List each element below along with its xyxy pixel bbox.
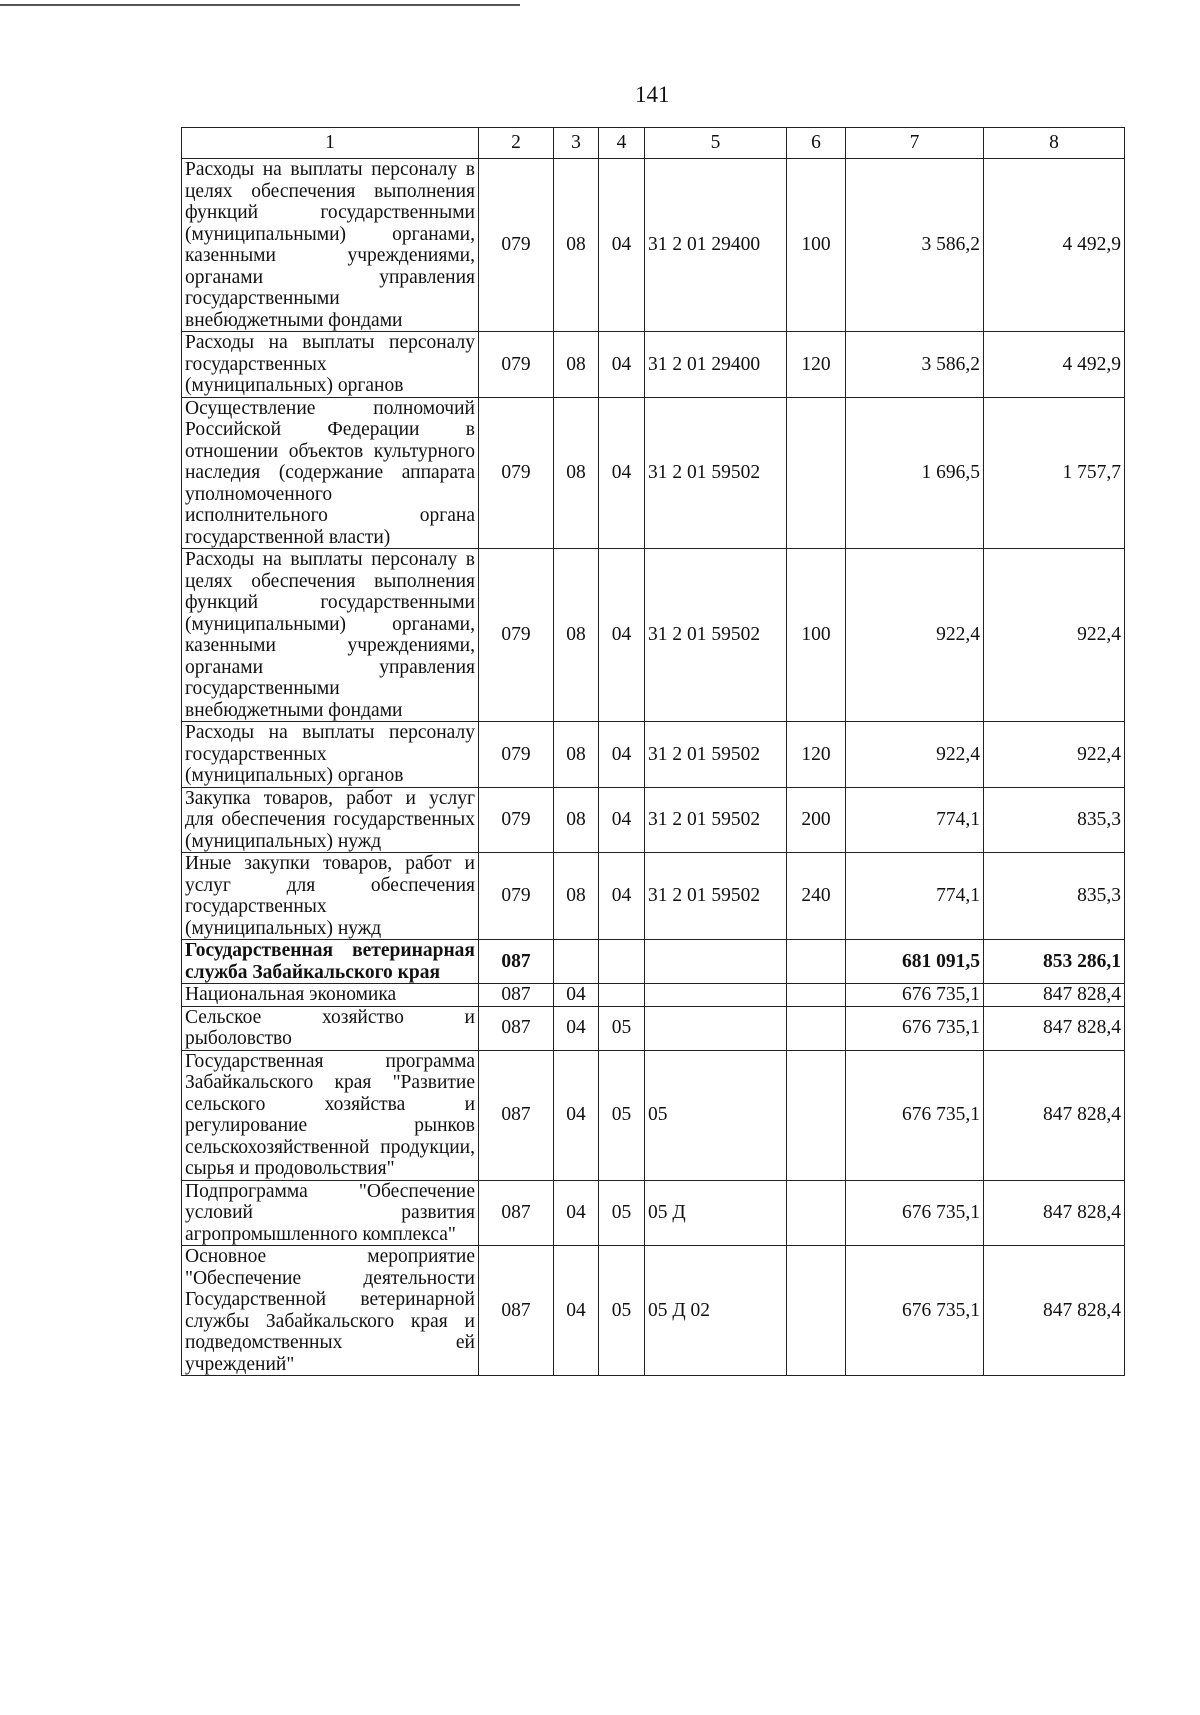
row-name-cell: Расходы на выплаты персоналу государственных (муниципальных) органов bbox=[182, 722, 479, 788]
amount-col7-cell: 922,4 bbox=[846, 549, 984, 722]
subsection-cell: 05 bbox=[599, 1180, 645, 1246]
admin-code-cell: 087 bbox=[479, 1246, 554, 1376]
admin-code-cell: 087 bbox=[479, 940, 554, 984]
row-name-cell: Основное мероприятие "Обеспечение деятельности Государственной ветеринарной службы Забайкальского края и подведомственных ей учреждений" bbox=[182, 1246, 479, 1376]
table-row bbox=[182, 1180, 1125, 1246]
target-article-cell: 05 bbox=[645, 1050, 787, 1180]
section-cell: 08 bbox=[554, 332, 599, 398]
target-article-cell bbox=[645, 984, 787, 1007]
row-name-cell: Национальная экономика bbox=[182, 984, 479, 1007]
table-row bbox=[182, 397, 1125, 549]
admin-code-cell: 079 bbox=[479, 397, 554, 549]
admin-code-cell: 079 bbox=[479, 332, 554, 398]
subsection-cell: 05 bbox=[599, 1006, 645, 1050]
table-row bbox=[182, 1006, 1125, 1050]
amount-col8-cell: 922,4 bbox=[984, 549, 1125, 722]
subsection-cell: 05 bbox=[599, 1050, 645, 1180]
header-cell-3: 3 bbox=[554, 128, 599, 159]
table-row bbox=[182, 1246, 1125, 1376]
amount-col8-cell: 847 828,4 bbox=[984, 1180, 1125, 1246]
target-article-cell bbox=[645, 1006, 787, 1050]
amount-col7-cell: 676 735,1 bbox=[846, 1180, 984, 1246]
subsection-cell: 04 bbox=[599, 332, 645, 398]
target-article-cell: 31 2 01 29400 bbox=[645, 159, 787, 332]
target-article-cell: 05 Д 02 bbox=[645, 1246, 787, 1376]
amount-col7-cell: 676 735,1 bbox=[846, 1246, 984, 1376]
target-article-cell: 31 2 01 29400 bbox=[645, 332, 787, 398]
section-cell bbox=[554, 940, 599, 984]
table-row bbox=[182, 853, 1125, 940]
amount-col8-cell: 835,3 bbox=[984, 853, 1125, 940]
table-row bbox=[182, 549, 1125, 722]
table-row bbox=[182, 940, 1125, 984]
row-name-cell: Осуществление полномочий Российской Федерации в отношении объектов культурного наследия (содержание аппарата уполномоченного исполнительного органа государственной власти) bbox=[182, 397, 479, 549]
amount-col7-cell: 676 735,1 bbox=[846, 1006, 984, 1050]
target-article-cell: 31 2 01 59502 bbox=[645, 549, 787, 722]
amount-col8-cell: 847 828,4 bbox=[984, 1050, 1125, 1180]
header-cell-1: 1 bbox=[182, 128, 479, 159]
row-name-cell: Расходы на выплаты персоналу государственных (муниципальных) органов bbox=[182, 332, 479, 398]
amount-col7-cell: 774,1 bbox=[846, 787, 984, 853]
row-name-cell: Закупка товаров, работ и услуг для обеспечения государственных (муниципальных) нужд bbox=[182, 787, 479, 853]
expense-type-cell: 120 bbox=[787, 332, 846, 398]
header-cell-7: 7 bbox=[846, 128, 984, 159]
admin-code-cell: 079 bbox=[479, 787, 554, 853]
admin-code-cell: 087 bbox=[479, 1180, 554, 1246]
amount-col8-cell: 847 828,4 bbox=[984, 1246, 1125, 1376]
expense-type-cell bbox=[787, 1050, 846, 1180]
subsection-cell: 04 bbox=[599, 549, 645, 722]
table-body bbox=[182, 159, 1125, 1376]
row-name-cell: Иные закупки товаров, работ и услуг для обеспечения государственных (муниципальных) нужд bbox=[182, 853, 479, 940]
section-cell: 08 bbox=[554, 159, 599, 332]
amount-col8-cell: 835,3 bbox=[984, 787, 1125, 853]
admin-code-cell: 079 bbox=[479, 159, 554, 332]
section-cell: 08 bbox=[554, 549, 599, 722]
admin-code-cell: 079 bbox=[479, 549, 554, 722]
amount-col7-cell: 922,4 bbox=[846, 722, 984, 788]
admin-code-cell: 079 bbox=[479, 722, 554, 788]
amount-col8-cell: 4 492,9 bbox=[984, 159, 1125, 332]
row-name-cell: Государственная ветеринарная служба Забайкальского края bbox=[182, 940, 479, 984]
amount-col8-cell: 853 286,1 bbox=[984, 940, 1125, 984]
header-cell-4: 4 bbox=[599, 128, 645, 159]
amount-col7-cell: 3 586,2 bbox=[846, 159, 984, 332]
page-number: 141 bbox=[635, 82, 670, 107]
target-article-cell: 31 2 01 59502 bbox=[645, 853, 787, 940]
table-row bbox=[182, 722, 1125, 788]
header-cell-8: 8 bbox=[984, 128, 1125, 159]
target-article-cell: 31 2 01 59502 bbox=[645, 787, 787, 853]
table-row bbox=[182, 787, 1125, 853]
admin-code-cell: 087 bbox=[479, 1050, 554, 1180]
section-cell: 04 bbox=[554, 1006, 599, 1050]
section-cell: 04 bbox=[554, 984, 599, 1007]
subsection-cell: 04 bbox=[599, 397, 645, 549]
amount-col7-cell: 676 735,1 bbox=[846, 984, 984, 1007]
expense-type-cell bbox=[787, 1246, 846, 1376]
amount-col8-cell: 922,4 bbox=[984, 722, 1125, 788]
table-row bbox=[182, 984, 1125, 1007]
expense-type-cell: 200 bbox=[787, 787, 846, 853]
amount-col7-cell: 681 091,5 bbox=[846, 940, 984, 984]
expense-type-cell bbox=[787, 940, 846, 984]
subsection-cell: 04 bbox=[599, 787, 645, 853]
row-name-cell: Сельское хозяйство и рыболовство bbox=[182, 1006, 479, 1050]
budget-table bbox=[181, 127, 1125, 1376]
expense-type-cell: 100 bbox=[787, 159, 846, 332]
subsection-cell: 04 bbox=[599, 722, 645, 788]
subsection-cell: 04 bbox=[599, 159, 645, 332]
expense-type-cell bbox=[787, 1180, 846, 1246]
section-cell: 04 bbox=[554, 1180, 599, 1246]
section-cell: 04 bbox=[554, 1246, 599, 1376]
amount-col7-cell: 1 696,5 bbox=[846, 397, 984, 549]
subsection-cell: 05 bbox=[599, 1246, 645, 1376]
amount-col8-cell: 1 757,7 bbox=[984, 397, 1125, 549]
row-name-cell: Подпрограмма "Обеспечение условий развития агропромышленного комплекса" bbox=[182, 1180, 479, 1246]
section-cell: 08 bbox=[554, 397, 599, 549]
expense-type-cell bbox=[787, 984, 846, 1007]
expense-type-cell: 100 bbox=[787, 549, 846, 722]
amount-col7-cell: 676 735,1 bbox=[846, 1050, 984, 1180]
amount-col8-cell: 4 492,9 bbox=[984, 332, 1125, 398]
target-article-cell: 05 Д bbox=[645, 1180, 787, 1246]
expense-type-cell: 120 bbox=[787, 722, 846, 788]
section-cell: 08 bbox=[554, 722, 599, 788]
admin-code-cell: 087 bbox=[479, 1006, 554, 1050]
row-name-cell: Расходы на выплаты персоналу в целях обеспечения выполнения функций государственными (муниципальными) органами, казенными учреждениями, органами управления государственными внебюджетными фондами bbox=[182, 549, 479, 722]
section-cell: 08 bbox=[554, 787, 599, 853]
header-row bbox=[182, 128, 1125, 159]
top-rule bbox=[0, 4, 520, 6]
header-cell-5: 5 bbox=[645, 128, 787, 159]
admin-code-cell: 087 bbox=[479, 984, 554, 1007]
amount-col7-cell: 3 586,2 bbox=[846, 332, 984, 398]
table-row bbox=[182, 1050, 1125, 1180]
subsection-cell: 04 bbox=[599, 853, 645, 940]
admin-code-cell: 079 bbox=[479, 853, 554, 940]
table-row bbox=[182, 332, 1125, 398]
section-cell: 04 bbox=[554, 1050, 599, 1180]
expense-type-cell bbox=[787, 1006, 846, 1050]
amount-col8-cell: 847 828,4 bbox=[984, 1006, 1125, 1050]
target-article-cell: 31 2 01 59502 bbox=[645, 722, 787, 788]
row-name-cell: Государственная программа Забайкальского края "Развитие сельского хозяйства и регулирование рынков сельскохозяйственной продукции, сырья и продовольствия" bbox=[182, 1050, 479, 1180]
section-cell: 08 bbox=[554, 853, 599, 940]
header-cell-6: 6 bbox=[787, 128, 846, 159]
subsection-cell bbox=[599, 984, 645, 1007]
amount-col7-cell: 774,1 bbox=[846, 853, 984, 940]
target-article-cell: 31 2 01 59502 bbox=[645, 397, 787, 549]
row-name-cell: Расходы на выплаты персоналу в целях обеспечения выполнения функций государственными (муниципальными) органами, казенными учреждениями, органами управления государственными внебюджетными фондами bbox=[182, 159, 479, 332]
target-article-cell bbox=[645, 940, 787, 984]
expense-type-cell: 240 bbox=[787, 853, 846, 940]
header-cell-2: 2 bbox=[479, 128, 554, 159]
subsection-cell bbox=[599, 940, 645, 984]
table-header bbox=[182, 128, 1125, 159]
amount-col8-cell: 847 828,4 bbox=[984, 984, 1125, 1007]
table-row bbox=[182, 159, 1125, 332]
expense-type-cell bbox=[787, 397, 846, 549]
